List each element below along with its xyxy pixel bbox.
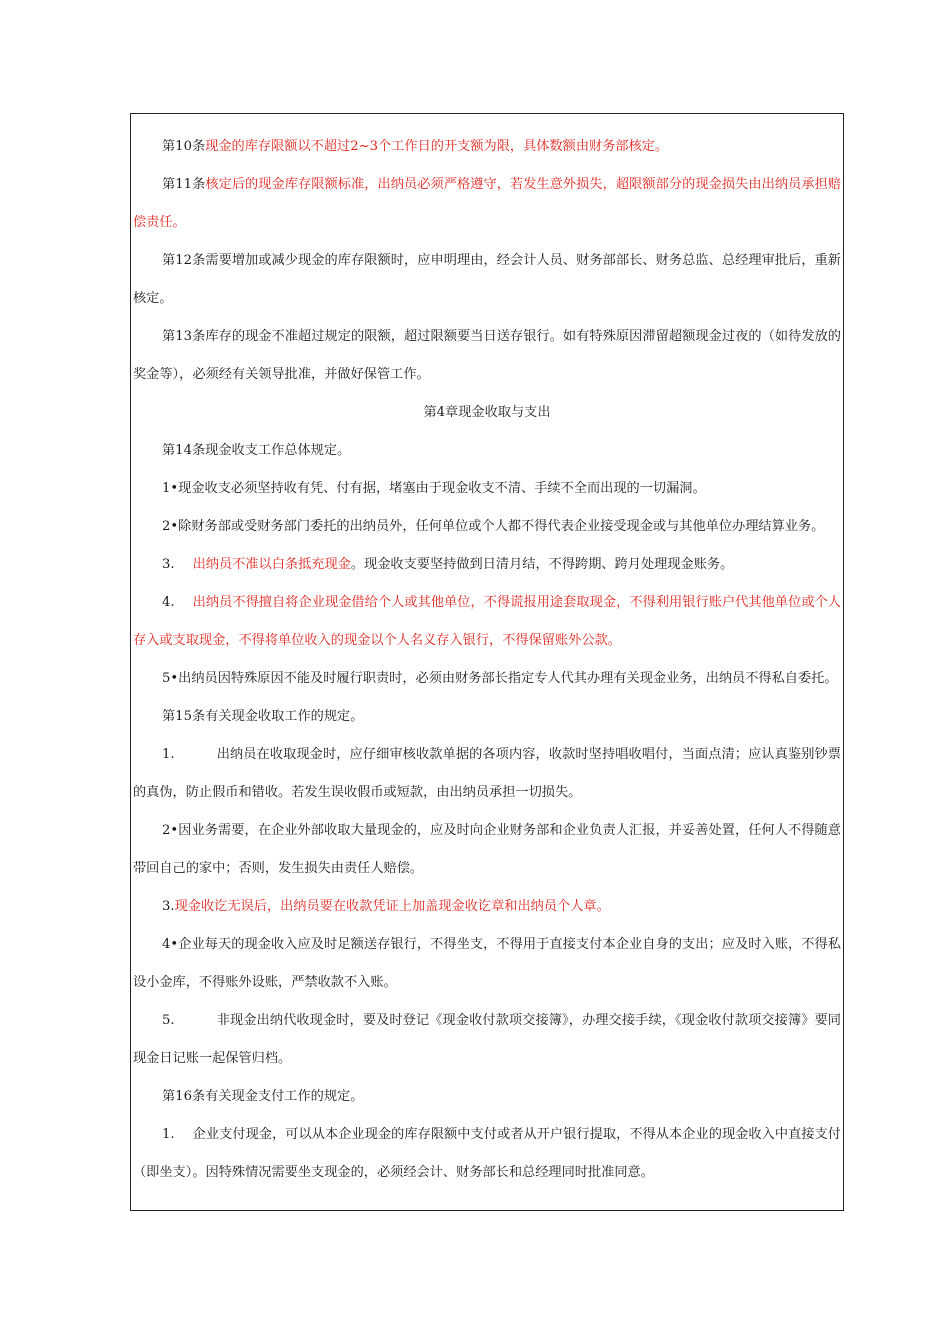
document-frame [130, 113, 844, 1211]
article-15-item-3-highlight: 现金收讫无误后，出纳员要在收款凭证上加盖现金收讫章和出纳员个人章。 [174, 899, 610, 914]
item-number: 5. [162, 1013, 175, 1028]
article-11-label: 第11条 [162, 177, 206, 192]
article-15: 第15条有关现金收取工作的规定。 [162, 709, 364, 724]
article-10-highlight: 现金的库存限额以不超过2~3个工作日的开支额为限，具体数额由财务部核定。 [205, 139, 669, 154]
article-14-item-4 [133, 584, 841, 660]
article-16-item-1 [133, 1116, 841, 1192]
article-15-item-1-text: 出纳员在收取现金时，应仔细审核收款单据的各项内容，收款时坚持唱收唱付，当面点清；应认真鉴别钞票的真伪，防止假币和错收。若发生误收假币或短款，由出纳员承担一切损失。 [133, 747, 841, 800]
article-14-item-1: 1•现金收支必须坚持收有凭、付有据，堵塞由于现金收支不清、手续不全而出现的一切漏洞。 [162, 481, 706, 496]
article-12: 第12条需要增加或减少现金的库存限额时，应申明理由，经会计人员、财务部部长、财务总监、总经理审批后，重新核定。 [133, 253, 841, 306]
article-14-item-3-highlight: 出纳员不准以白条抵充现金 [192, 557, 351, 572]
article-14-item-3-text: 。现金收支要坚持做到日清月结，不得跨期、跨月处理现金账务。 [350, 557, 734, 572]
article-10-label: 第10条 [162, 139, 206, 154]
article-10 [133, 128, 841, 166]
article-13: 第13条库存的现金不准超过规定的限额，超过限额要当日送存银行。如有特殊原因滞留超额现金过夜的（如待发放的奖金等），必须经有关领导批准，并做好保管工作。 [133, 329, 841, 382]
item-number: 1. [162, 1127, 175, 1142]
article-15-item-2: 2•因业务需要，在企业外部收取大量现金的，应及时向企业财务部和企业负责人汇报，并妥善处置，任何人不得随意带回自己的家中；否则，发生损失由责任人赔偿。 [133, 823, 841, 876]
item-number: 1. [162, 747, 175, 762]
article-15-item-5 [133, 1002, 841, 1078]
article-14-item-5: 5•出纳员因特殊原因不能及时履行职责时，必须由财务部长指定专人代其办理有关现金业务，出纳员不得私自委托。 [162, 671, 838, 686]
article-11-highlight: 核定后的现金库存限额标准，出纳员必须严格遵守，若发生意外损失，超限额部分的现金损失由出纳员承担赔偿责任。 [133, 177, 841, 230]
article-14-item-4-highlight: 出纳员不得擅自将企业现金借给个人或其他单位，不得谎报用途套取现金，不得利用银行账户代其他单位或个人存入或支取现金，不得将单位收入的现金以个人名义存入银行，不得保留账外公款。 [133, 595, 841, 648]
chapter-4-heading: 第4章现金收取与支出 [423, 405, 551, 420]
article-15-item-3 [133, 888, 841, 926]
article-15-item-1 [133, 736, 841, 812]
item-number: 3. [162, 899, 175, 914]
article-16: 第16条有关现金支付工作的规定。 [162, 1089, 364, 1104]
item-number: 4. [162, 595, 175, 610]
article-15-item-5-text: 非现金出纳代收现金时，要及时登记《现金收付款项交接簿》，办理交接手续，《现金收付款项交接簿》要同现金日记账一起保管归档。 [133, 1013, 841, 1066]
article-14-item-2: 2•除财务部或受财务部门委托的出纳员外，任何单位或个人都不得代表企业接受现金或与其他单位办理结算业务。 [162, 519, 825, 534]
article-11 [133, 166, 841, 242]
article-14-item-3 [133, 546, 841, 584]
article-16-item-1-text: 企业支付现金，可以从本企业现金的库存限额中支付或者从开户银行提取，不得从本企业的现金收入中直接支付（即坐支）。因特殊情况需要坐支现金的，必须经会计、财务部长和总经理同时批准同意。 [133, 1127, 841, 1180]
article-14: 第14条现金收支工作总体规定。 [162, 443, 351, 458]
article-15-item-4: 4•企业每天的现金收入应及时足额送存银行，不得坐支，不得用于直接支付本企业自身的支出；应及时入账，不得私设小金库，不得账外设账，严禁收款不入账。 [133, 937, 841, 990]
item-number: 3. [162, 557, 175, 572]
